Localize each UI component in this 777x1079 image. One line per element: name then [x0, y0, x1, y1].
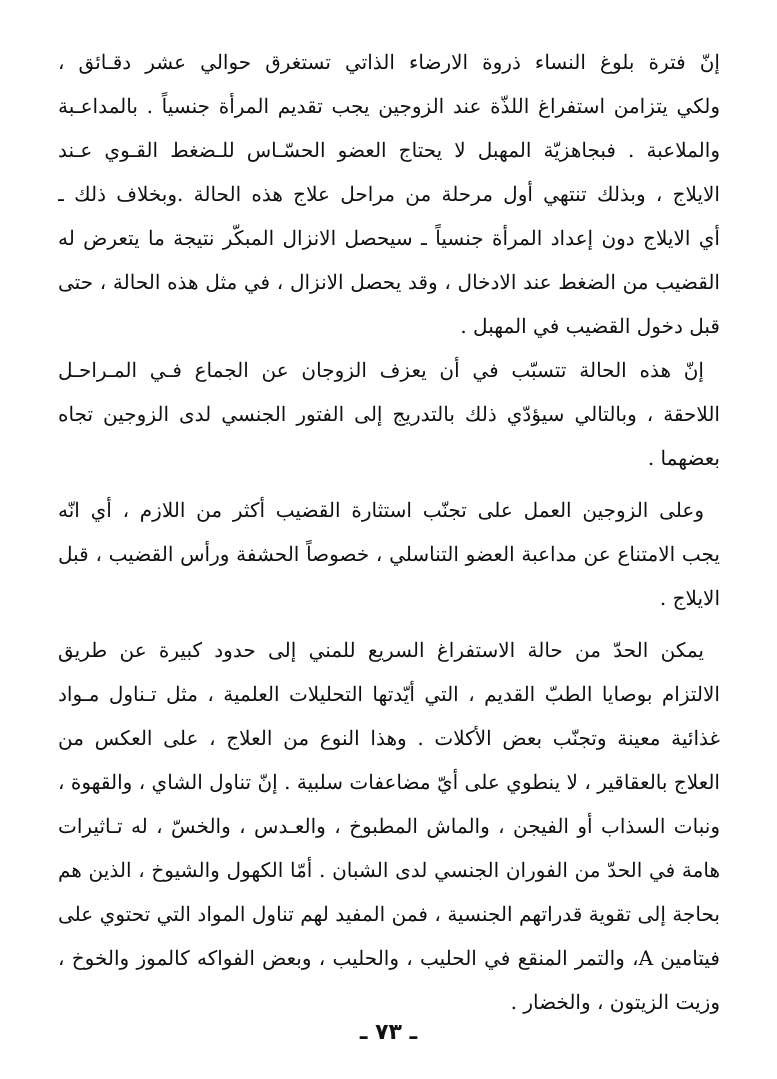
text-line: اللاحقة ، وبالتالي سيؤدّي ذلك بالتدريج إلى الفتور الجنسي لدى الزوجين تجاه [58, 402, 720, 426]
text-line: هامة في الحدّ من الفوران الجنسي لدى الشبان . أمّا الكهول والشيوخ ، الذين هم [58, 858, 720, 882]
paragraph-4 [58, 628, 720, 1024]
text-line: العلاج بالعقاقير ، لا ينطوي على أيّ مضاعفات سلبية . إنّ تناول الشاي ، والقهوة ، [58, 770, 720, 794]
text-line: بحاجة إلى تقوية قدراتهم الجنسية ، فمن المفيد لهم تناول المواد التي تحتوي على [58, 902, 720, 926]
text-line: والملاعبة . فبجاهزيّة المهبل لا يحتاج العضو الحسّـاس للـضغط القـوي عـند [58, 138, 720, 162]
text-line: الالتزام بوصايا الطبّ القديم ، التي أيّدتها التحليلات العلمية ، مثل تـناول مـواد [58, 682, 720, 706]
text-line: قبل دخول القضيب في المهبل . [460, 314, 720, 338]
text-line: غذائية معينة وتجنّب بعض الأكلات . وهذا النوع من العلاج ، على العكس من [58, 726, 720, 750]
paragraph-3 [58, 488, 720, 620]
text-line: الايلاج . [659, 586, 720, 610]
paragraph-2 [58, 348, 720, 480]
text-line: وزيت الزيتون ، والخضار . [510, 990, 720, 1014]
text-line: ولكي يتزامن استفراغ اللذّة عند الزوجين يجب تقديم المرأة جنسياً . بالمداعـبة [58, 94, 720, 118]
page-number: ـ ٧٣ ـ [359, 1020, 418, 1045]
text-line: إنّ فترة بلوغ النساء ذروة الارضاء الذاتي تستغرق حوالي عشر دقـائق ، [58, 50, 720, 74]
text-line: يمكن الحدّ من حالة الاستفراغ السريع للمني إلى حدود كبيرة عن طريق [58, 638, 704, 662]
page-body [58, 40, 720, 1024]
text-line: بعضهما . [647, 446, 720, 470]
text-line: القضيب من الضغط عند الادخال ، وقد يحصل الانزال ، في مثل هذه الحالة ، حتى [58, 270, 720, 294]
text-line: وعلى الزوجين العمل على تجنّب استثارة القضيب أكثر من اللازم ، أي انّه [58, 498, 704, 522]
text-line: يجب الامتناع عن مداعبة العضو التناسلي ، خصوصاً الحشفة ورأس القضيب ، قبل [58, 542, 720, 566]
text-line: الايلاج ، وبذلك تنتهي أول مرحلة من مراحل علاج هذه الحالة .وبخلاف ذلك ـ [58, 182, 720, 206]
text-line: أي الايلاج دون إعداد المرأة جنسياً ـ سيحصل الانزال المبكّر نتيجة ما يتعرض له [58, 226, 720, 250]
text-line: ونبات السذاب أو الفيجن ، والماش المطبوخ ، والعـدس ، والخسّ ، له تـاثيرات [58, 814, 720, 838]
paragraph-1 [58, 40, 720, 348]
text-line: إنّ هذه الحالة تتسبّب في أن يعزف الزوجان عن الجماع فـي المـراحـل [58, 358, 704, 382]
text-line: فيتامين A، والتمر المنقع في الحليب ، والحليب ، وبعض الفواكه كالموز والخوخ ، [58, 946, 720, 970]
